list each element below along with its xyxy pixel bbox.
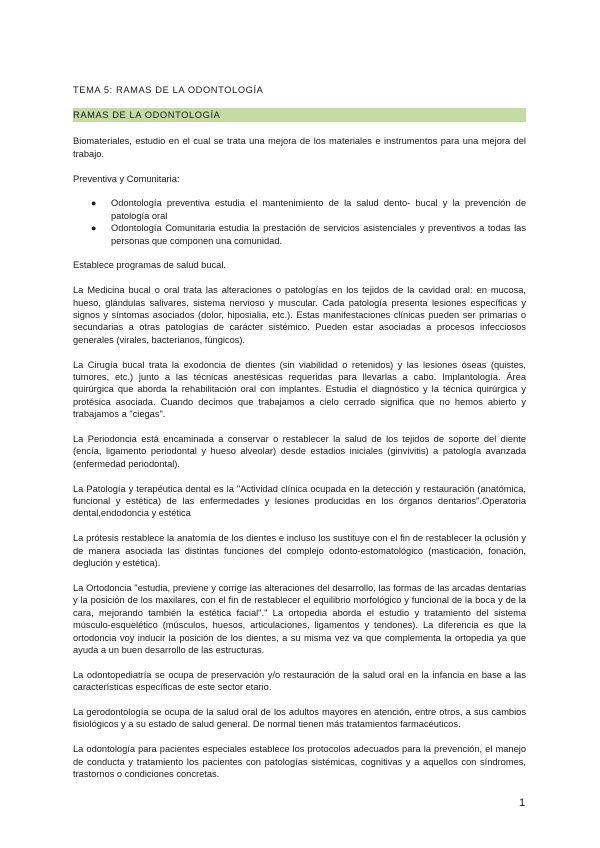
list-item-text: Odontología preventiva estudia el mantenimiento de la salud dento- bucal y la prevención de patología oral (111, 198, 526, 221)
paragraph-protesis: La prótesis restablece la anatomía de los dientes e incluso los sustituye con el fin de restablecer la oclusión y de manera asociada las distintas funciones del complejo odonto-estomatológico (masticación, fonación, deglución y estética). (73, 533, 526, 569)
page-number: 1 (519, 797, 526, 809)
section-heading: RAMAS DE LA ODONTOLOGÍA (73, 108, 526, 122)
bullet-icon: ● (91, 198, 97, 209)
document-body (73, 84, 526, 793)
paragraph-gerodontologia: La gerodontología se ocupa de la salud oral de los adultos mayores en atención, entre otros, a sus cambios fisiológicos y a su estado de salud general. De normal tienen más tratamientos farmacéuticos. (73, 706, 526, 730)
paragraph-establece: Establece programas de salud bucal. (73, 260, 226, 271)
paragraph-medicina-bucal: La Medicina bucal o oral trata las alteraciones o patologías en los tejidos de la cavidad oral: en mucosa, hueso, glándulas salivares, sistema nervioso y muscular. Cada patología presenta lesiones específicas y signos y síntomas asociados (dolor, hiposialia, etc.). Estas manifestaciones clínicas pueden ser primarias o secundarias a otras patologías de carácter sistémico. Pueden estar asociadas a procesos infecciosos generales (virales, bacterianos, fúngicos). (73, 285, 526, 345)
list-item-text: Odontología Comunitaria estudia la prestación de servicios asistenciales y preventivos a todas las personas que componen una comunidad. (111, 223, 526, 246)
bullet-icon: ● (91, 223, 97, 234)
list-item (91, 197, 526, 222)
paragraph-ortodoncia: La Ortodoncia "estudia, previene y corrige las alteraciones del desarrollo, las formas de las arcadas dentarias y la posición de los maxilares, con el fin de restablecer el equilibrio morfológico y funcional de la boca y de la cara, mejorando también la estética facial"." La ortopedia aborda el estudio y tratamiento del sistema músculo-esquelético (músculos, huesos, articulaciones, ligamentos y tendones). La diferencia es que la ortodoncia voy inducir la posición de los dientes, a su misma vez va que complementa la ortopedia ya que ayuda a un buen desarrollo de las estructuras. (73, 582, 526, 655)
paragraph-preventiva: Preventiva y Comunitaria: (73, 173, 180, 184)
list-item (91, 222, 526, 247)
paragraph-periodoncia: La Periodoncia está encaminada a conservar o restablecer la salud de los tejidos de soporte del diente (encía, ligamento periodontal y hueso alveolar) desde estadios iniciales (ginvivitis) a patología avanzada (enfermedad periodontal). (73, 434, 526, 469)
paragraph-patologia-dental: La Patología y terapéutica dental es la "Actividad clínica ocupada en la detección y restauración (anatómica, funcional y estética) de las enfermedades y lesiones producidas en los órganos dentarios".Operatoria dental,endodoncia y estética (73, 483, 526, 519)
paragraph-pacientes-especiales: La odontología para pacientes especiales establece los protocolos adecuados para la prevención, el manejo de conducta y tratamiento los pacientes con patologías sistémicas, cognitivas y a aquellos con síndromes, trastornos o condiciones concretas. (73, 744, 526, 779)
paragraph-biomateriales: Biomateriales, estudio en el cual se trata una mejora de los materiales e instrumentos para una mejora del trabajo. (73, 136, 526, 159)
paragraph-odontopediatria: La odontopediatría se ocupa de preservación y/o restauración de la salud oral en la infancia en base a las características específicas de este sector etario. (73, 669, 526, 693)
document-title: TEMA 5: RAMAS DE LA ODONTOLOGÍA (73, 85, 264, 95)
bullet-list (73, 197, 526, 247)
paragraph-cirugia-bucal: La Cirugía bucal trata la exodoncia de dientes (sin viabilidad o retenidos) y las lesiones óseas (quistes, tumores, etc.) junto a las técnicas anestésicas requeridas para llevarlas a cabo. Implantología. Área quirúrgica que aborda la rehabilitación oral con implantes. Estudia el diagnóstico y la técnica quirúrgica y protésica asociada. Cuando decimos que trabajamos a cielo cerrado significa que no hemos abierto y trabajamos a "ciegas". (73, 359, 526, 420)
